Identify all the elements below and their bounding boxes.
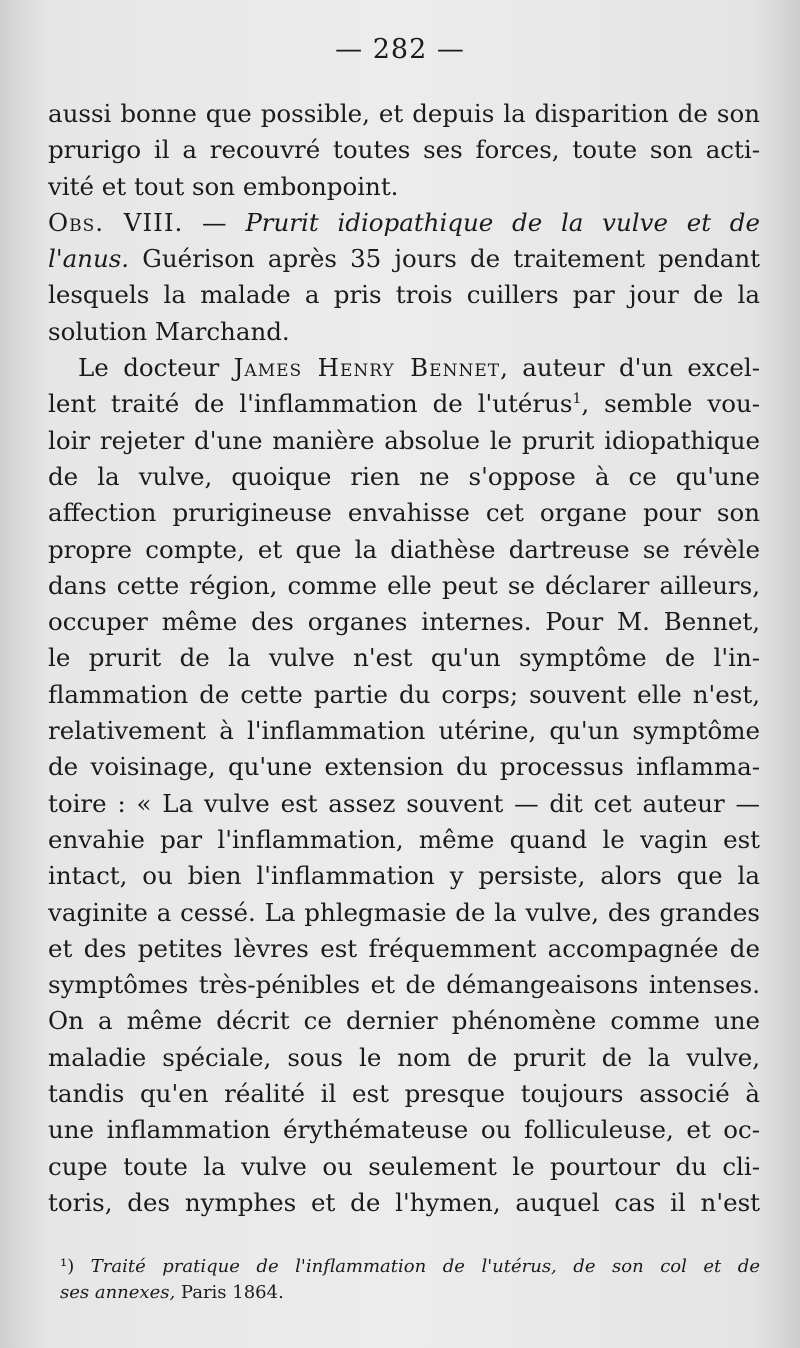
text-line: On a même décrit ce dernier phénomène comme une [48, 1006, 760, 1036]
text-line: de voisinage, qu'une extension du processus inflamma- [48, 752, 760, 782]
author-name: James Henry Bennet [233, 353, 501, 383]
text-line: maladie spéciale, sous le nom de prurit de la vulve, [48, 1042, 760, 1072]
footnote-place-year: Paris 1864. [175, 1282, 284, 1303]
footnote-marker: ¹) [60, 1256, 75, 1277]
text-line: lesquels la malade a pris trois cuillers par jour de la [48, 280, 760, 310]
text-line: cupe toute la vulve ou seulement le pourtour du cli- [48, 1151, 760, 1181]
text-run: , semble vou- [581, 389, 760, 419]
text-line: occuper même des organes internes. Pour M. Bennet, [48, 607, 760, 637]
observation-heading [48, 205, 760, 241]
paragraph-start [48, 350, 760, 386]
body-text [48, 96, 760, 1221]
text-line: affection prurigineuse envahisse cet organe pour son [48, 498, 760, 528]
text-line: toire : « La vulve est assez souvent — dit cet auteur — [48, 788, 760, 818]
observation-title-end: l'anus. [48, 244, 130, 274]
text-line: prurigo il a recouvré toutes ses forces, toute son acti- [48, 135, 760, 165]
text-run: lent traité de l'inflammation de l'utérus [48, 389, 573, 419]
text-line: dans cette région, comme elle peut se déclarer ailleurs, [48, 570, 760, 600]
text-line: tandis qu'en réalité il est presque toujours associé à [48, 1079, 760, 1109]
text-line: envahie par l'inflammation, même quand le vagin est [48, 824, 760, 854]
observation-summary: Guérison après 35 jours de traitement pendant [129, 244, 760, 274]
text-line: vité et tout son embonpoint. [48, 171, 399, 201]
text-run: , auteur d'un excel- [500, 353, 761, 383]
footnote-line [60, 1254, 760, 1280]
footnote-title: Traité pratique de l'inflammation de l'utérus, de son col et de [90, 1256, 760, 1277]
text-line: une inflammation érythémateuse ou folliculeuse, et oc- [48, 1115, 760, 1145]
text-line: propre compte, et que la diathèse dartreuse se révèle [48, 534, 760, 564]
text-line: de la vulve, quoique rien ne s'oppose à ce qu'une [48, 461, 760, 491]
text-line: solution Marchand. [48, 316, 290, 346]
page-number: — 282 — [335, 34, 465, 65]
footnote [60, 1254, 760, 1306]
footnote-title-end: ses annexes, [60, 1282, 176, 1303]
footnote-reference: 1 [572, 391, 582, 408]
text-line: et des petites lèvres est fréquemment accompagnée de [48, 933, 760, 963]
text-line: aussi bonne que possible, et depuis la disparition de son [48, 99, 760, 128]
text-line: le prurit de la vulve n'est qu'un symptôme de l'in- [48, 643, 760, 673]
text-line: vaginite a cessé. La phlegmasie de la vulve, des grandes [48, 897, 760, 927]
text-run: Le docteur [78, 353, 234, 383]
text-line: symptômes très-pénibles et de démangeaisons intenses. [48, 970, 760, 1000]
observation-title: Prurit idiopathique de la vulve et de [245, 207, 760, 237]
footnote-line [60, 1280, 760, 1306]
text-line: toris, des nymphes et de l'hymen, auquel cas il n'est [48, 1187, 760, 1217]
observation-dash: — [183, 207, 246, 237]
text-line [48, 386, 760, 422]
text-line [48, 241, 760, 277]
text-line: loir rejeter d'une manière absolue le prurit idiopathique [48, 425, 760, 455]
text-line: flammation de cette partie du corps; souvent elle n'est, [48, 679, 760, 709]
observation-label: Obs. VIII. [48, 207, 184, 237]
text-line: relativement à l'inflammation utérine, qu'un symptôme [48, 716, 760, 746]
text-line: intact, ou bien l'inflammation y persiste, alors que la [48, 861, 760, 891]
